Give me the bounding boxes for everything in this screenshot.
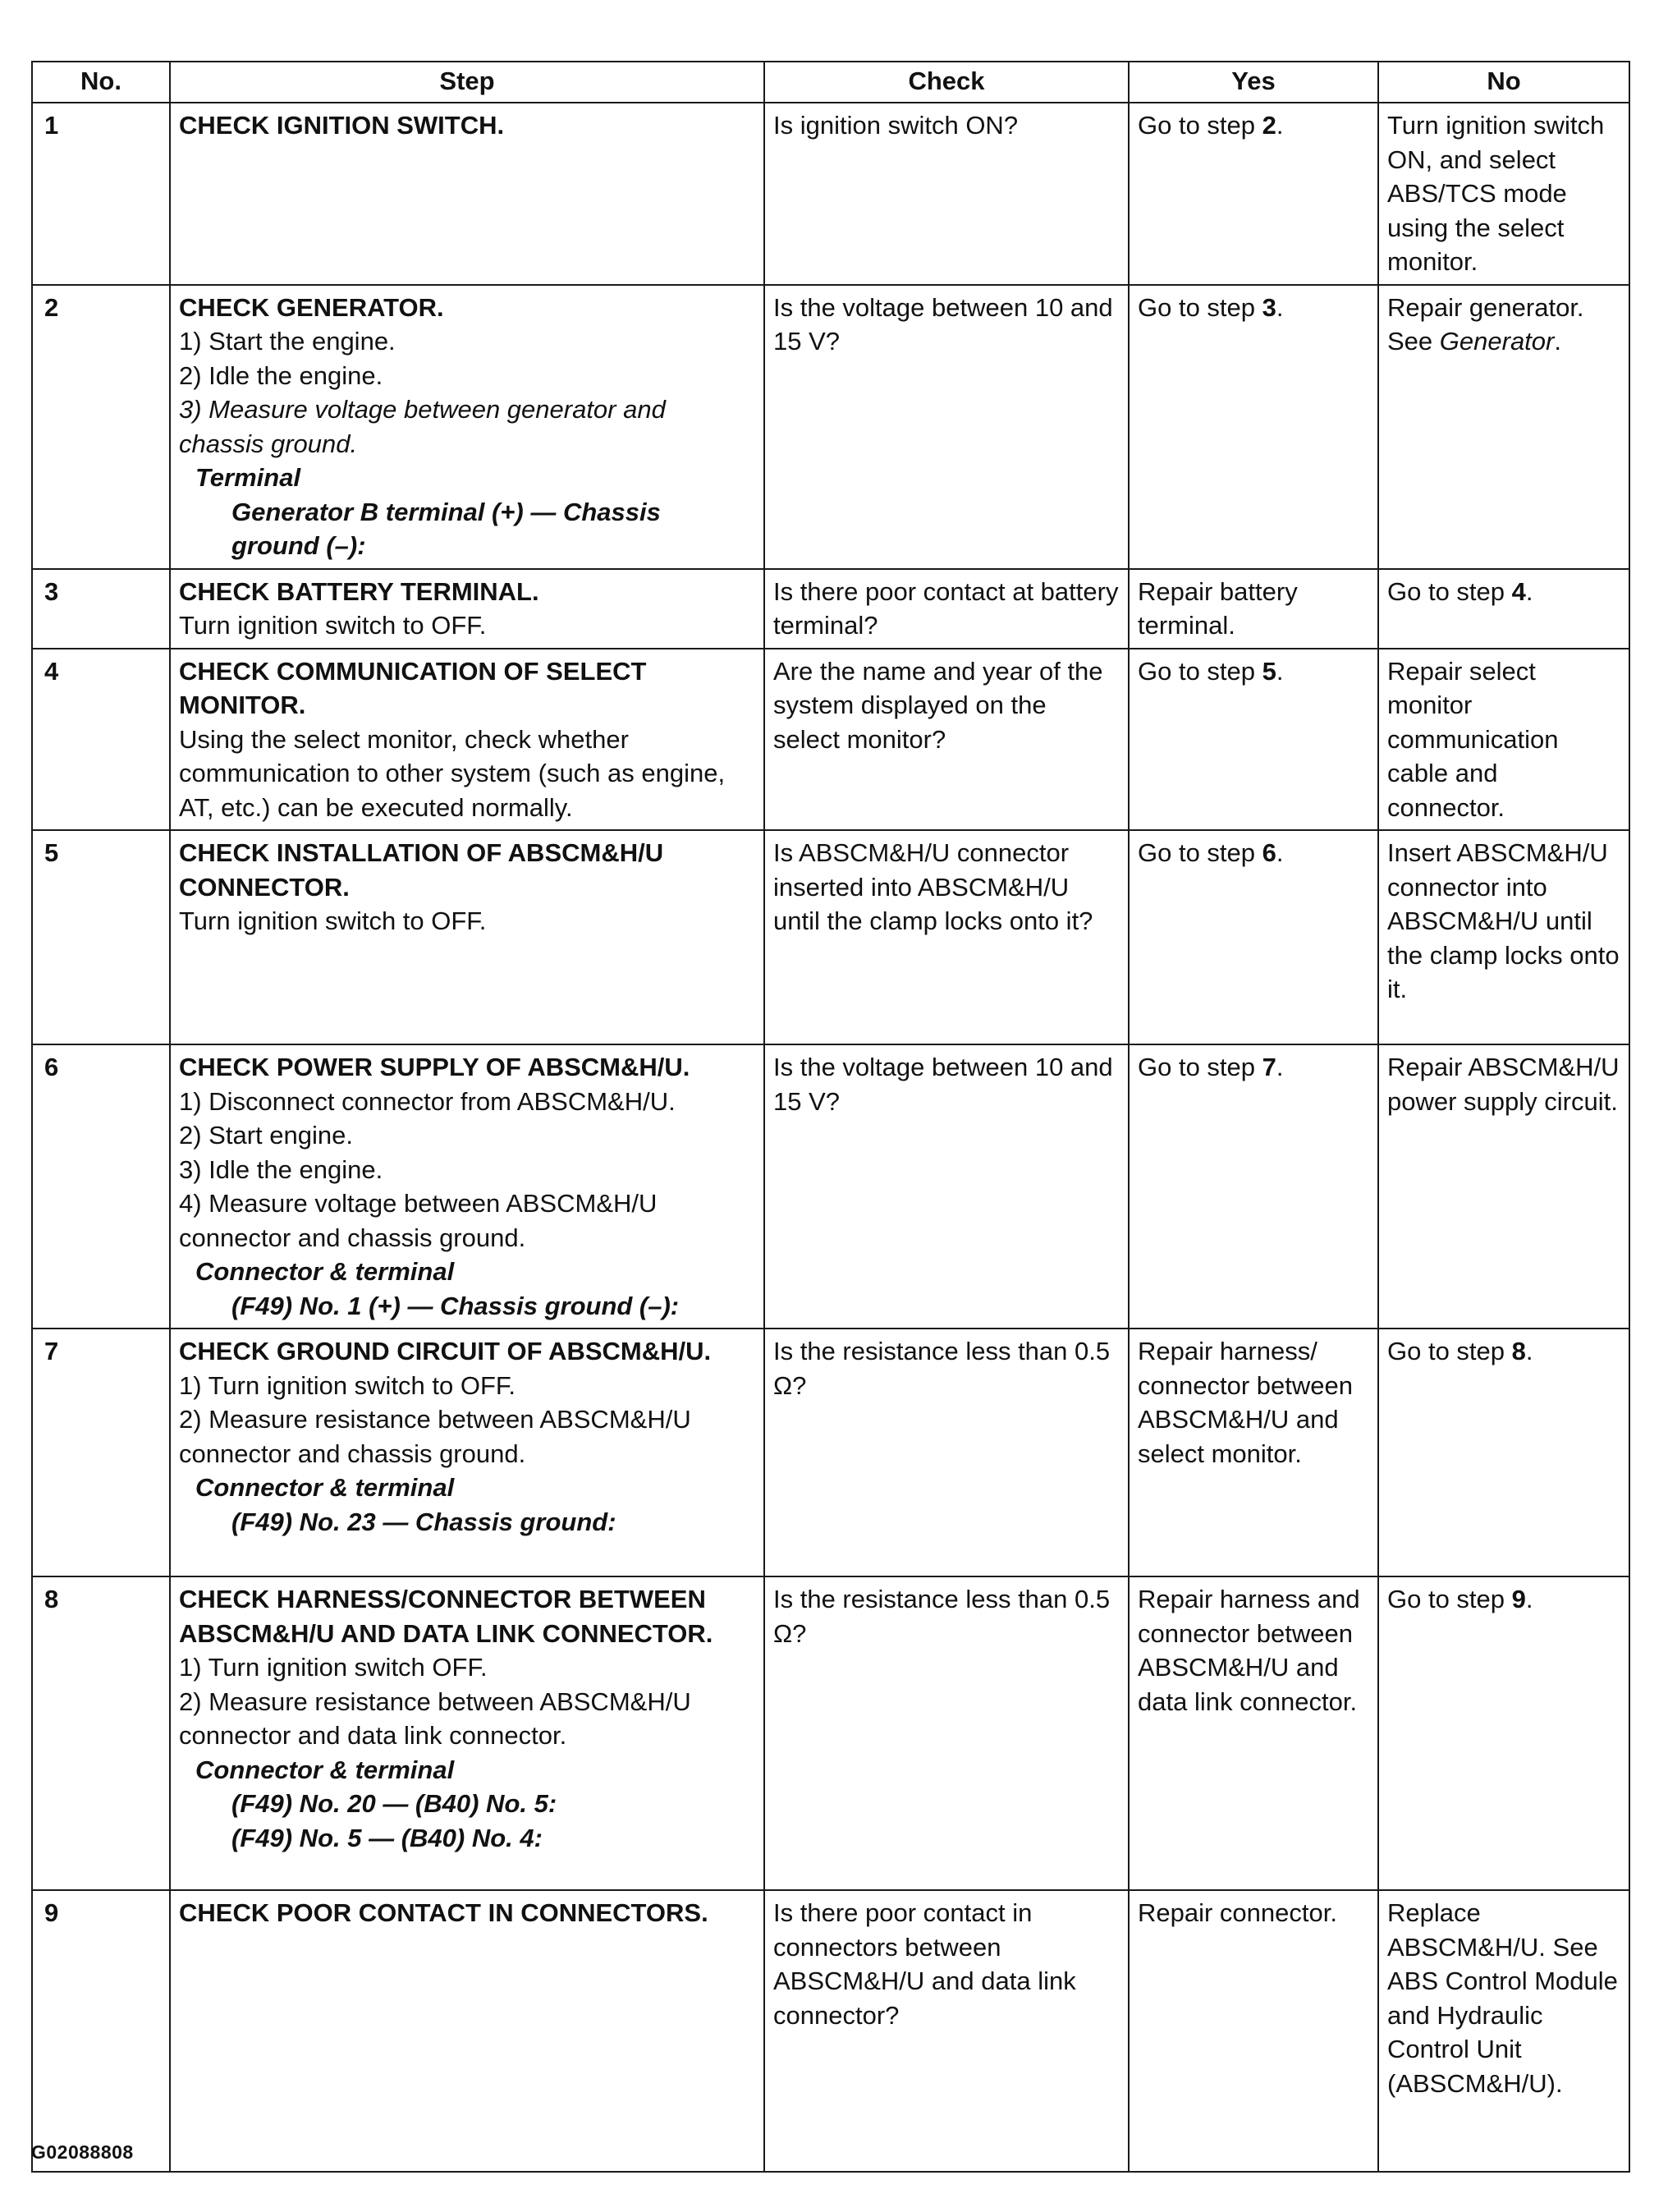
text-part: Replace ABSCM&H/U. See ABS Control Module and Hydraulic Control Unit (ABSCM&H/U). xyxy=(1387,1898,1618,2098)
step-number-cell: 5 xyxy=(32,830,170,1044)
text-part: Repair connector. xyxy=(1138,1898,1337,1927)
step-instruction: 2) Idle the engine. xyxy=(179,360,383,390)
step-cell xyxy=(170,830,764,1044)
text-part: Repair battery terminal. xyxy=(1138,576,1298,640)
diagnostic-table xyxy=(31,61,1630,2173)
step-title: CHECK INSTALLATION OF ABSCM&H/U CONNECTOR. xyxy=(179,838,664,902)
header-no-action: No xyxy=(1378,62,1629,103)
no-cell xyxy=(1378,285,1629,569)
figure-code: G02088808 xyxy=(31,2141,134,2163)
step-number-cell: 9 xyxy=(32,1890,170,2172)
step-cell xyxy=(170,1044,764,1329)
check-cell: Is there poor contact in connectors between ABSCM&H/U and data link connector? xyxy=(764,1890,1129,2172)
text-part: Repair ABSCM&H/U power supply circuit. xyxy=(1387,1053,1620,1116)
step-number-ref: 8 xyxy=(1511,1337,1526,1365)
step-instruction: Connector & terminal xyxy=(195,1473,455,1502)
step-title: CHECK COMMUNICATION OF SELECT MONITOR. xyxy=(179,656,647,719)
step-title: CHECK BATTERY TERMINAL. xyxy=(179,576,539,606)
step-number-cell: 4 xyxy=(32,649,170,831)
step-number-ref: 5 xyxy=(1262,656,1276,686)
text-part: Go to step xyxy=(1138,838,1262,867)
text-part: Repair harness/ connector between ABSCM&H/U and select monitor. xyxy=(1138,1337,1353,1468)
step-instruction: Connector & terminal xyxy=(195,1755,455,1784)
step-instruction: 3) Idle the engine. xyxy=(179,1154,383,1184)
step-title: CHECK IGNITION SWITCH. xyxy=(179,111,505,140)
text-part: . xyxy=(1525,576,1533,606)
no-cell xyxy=(1378,103,1629,285)
text-part: Turn ignition switch ON, and select ABS/TCS mode using the select monitor. xyxy=(1387,111,1605,276)
text-part: Repair select monitor communication cable and connector. xyxy=(1387,656,1559,822)
step-instruction: (F49) No. 5 — (B40) No. 4: xyxy=(231,1823,543,1852)
no-cell xyxy=(1378,1044,1629,1329)
yes-cell xyxy=(1129,285,1378,569)
table-row xyxy=(32,1576,1629,1890)
step-instruction: 2) Measure resistance between ABSCM&H/U connector and chassis ground. xyxy=(179,1405,691,1468)
step-title: CHECK GROUND CIRCUIT OF ABSCM&H/U. xyxy=(179,1337,712,1365)
step-instruction: 1) Disconnect connector from ABSCM&H/U. xyxy=(179,1086,676,1116)
step-instruction: 3) Measure voltage between generator and chassis ground. xyxy=(179,395,666,458)
step-instruction: 1) Turn ignition switch OFF. xyxy=(179,1653,488,1682)
check-cell: Is the voltage between 10 and 15 V? xyxy=(764,1044,1129,1329)
step-cell xyxy=(170,649,764,831)
header-row xyxy=(32,62,1629,103)
step-cell xyxy=(170,1890,764,2172)
no-cell xyxy=(1378,649,1629,831)
step-instruction: 1) Turn ignition switch to OFF. xyxy=(179,1370,516,1400)
step-instruction: 4) Measure voltage between ABSCM&H/U connector and chassis ground. xyxy=(179,1189,658,1252)
text-part: Repair generator. See xyxy=(1387,292,1584,356)
no-cell xyxy=(1378,830,1629,1044)
check-cell: Is there poor contact at battery terminal? xyxy=(764,569,1129,649)
step-instruction: Connector & terminal xyxy=(195,1257,455,1286)
step-number-ref: 6 xyxy=(1262,838,1276,867)
table-row xyxy=(32,649,1629,831)
step-title: CHECK POOR CONTACT IN CONNECTORS. xyxy=(179,1898,708,1927)
yes-cell xyxy=(1129,569,1378,649)
step-number-cell: 7 xyxy=(32,1329,170,1576)
text-part: Insert ABSCM&H/U connector into ABSCM&H/U until the clamp locks onto it. xyxy=(1387,838,1620,1003)
yes-cell xyxy=(1129,103,1378,285)
text-part: Go to step xyxy=(1138,292,1262,322)
check-cell: Is the voltage between 10 and 15 V? xyxy=(764,285,1129,569)
step-number-cell: 2 xyxy=(32,285,170,569)
table-row xyxy=(32,285,1629,569)
table-row xyxy=(32,1329,1629,1576)
step-number-cell: 8 xyxy=(32,1576,170,1890)
step-number-cell: 6 xyxy=(32,1044,170,1329)
text-part: . xyxy=(1276,656,1284,686)
text-part: Go to step xyxy=(1138,1053,1262,1081)
check-cell: Is the resistance less than 0.5 Ω? xyxy=(764,1576,1129,1890)
step-number-cell: 1 xyxy=(32,103,170,285)
step-title: CHECK HARNESS/CONNECTOR BETWEEN ABSCM&H/U AND DATA LINK CONNECTOR. xyxy=(179,1585,713,1648)
no-cell xyxy=(1378,1329,1629,1576)
table-row xyxy=(32,1890,1629,2172)
step-cell xyxy=(170,285,764,569)
yes-cell xyxy=(1129,1044,1378,1329)
step-instruction: 2) Measure resistance between ABSCM&H/U connector and data link connector. xyxy=(179,1687,691,1750)
text-part: . xyxy=(1276,1053,1284,1081)
step-number-ref: 4 xyxy=(1511,576,1526,606)
check-cell: Is the resistance less than 0.5 Ω? xyxy=(764,1329,1129,1576)
step-cell xyxy=(170,569,764,649)
step-instruction: Turn ignition switch to OFF. xyxy=(179,906,487,935)
step-number-cell: 3 xyxy=(32,569,170,649)
table-row xyxy=(32,1044,1629,1329)
yes-cell xyxy=(1129,1329,1378,1576)
text-part: . xyxy=(1525,1585,1533,1613)
step-cell xyxy=(170,1329,764,1576)
text-part: Repair harness and connector between ABSCM&H/U and data link connector. xyxy=(1138,1585,1360,1716)
no-cell xyxy=(1378,1890,1629,2172)
header-step: Step xyxy=(170,62,764,103)
table-body xyxy=(32,103,1629,2172)
yes-cell xyxy=(1129,1576,1378,1890)
check-cell: Are the name and year of the system displayed on the select monitor? xyxy=(764,649,1129,831)
check-cell: Is ABSCM&H/U connector inserted into ABSCM&H/U until the clamp locks onto it? xyxy=(764,830,1129,1044)
step-cell xyxy=(170,1576,764,1890)
step-number-ref: 7 xyxy=(1262,1053,1276,1081)
step-instruction: 1) Start the engine. xyxy=(179,327,396,356)
reference-link-text: Generator xyxy=(1439,327,1555,356)
step-number-ref: 3 xyxy=(1262,292,1276,322)
step-instruction: Generator B terminal (+) — Chassis ground (–): xyxy=(231,497,661,560)
text-part: . xyxy=(1276,111,1284,140)
yes-cell xyxy=(1129,830,1378,1044)
text-part: Go to step xyxy=(1138,656,1262,686)
yes-cell xyxy=(1129,1890,1378,2172)
step-title: CHECK POWER SUPPLY OF ABSCM&H/U. xyxy=(179,1053,690,1081)
text-part: Go to step xyxy=(1387,1585,1512,1613)
table-row xyxy=(32,569,1629,649)
no-cell xyxy=(1378,569,1629,649)
step-number-ref: 9 xyxy=(1511,1585,1526,1613)
check-cell: Is ignition switch ON? xyxy=(764,103,1129,285)
step-instruction: (F49) No. 20 — (B40) No. 5: xyxy=(231,1789,557,1818)
no-cell xyxy=(1378,1576,1629,1890)
header-yes: Yes xyxy=(1129,62,1378,103)
table-row xyxy=(32,103,1629,285)
step-instruction: 2) Start engine. xyxy=(179,1121,353,1150)
step-title: CHECK GENERATOR. xyxy=(179,292,444,322)
text-part: Go to step xyxy=(1387,1337,1512,1365)
step-instruction: Terminal xyxy=(195,463,301,492)
text-part: Go to step xyxy=(1138,111,1262,140)
step-cell xyxy=(170,103,764,285)
step-instruction: (F49) No. 1 (+) — Chassis ground (–): xyxy=(231,1291,680,1320)
yes-cell xyxy=(1129,649,1378,831)
text-part: Go to step xyxy=(1387,576,1512,606)
header-no: No. xyxy=(32,62,170,103)
step-instruction: Using the select monitor, check whether communication to other system (such as engine, AT, etc.) can be executed normally. xyxy=(179,724,726,822)
table-row xyxy=(32,830,1629,1044)
text-part: . xyxy=(1276,838,1284,867)
text-part: . xyxy=(1276,292,1284,322)
header-check: Check xyxy=(764,62,1129,103)
text-part: . xyxy=(1554,327,1561,356)
step-instruction: Turn ignition switch to OFF. xyxy=(179,611,487,640)
step-number-ref: 2 xyxy=(1262,111,1276,140)
text-part: . xyxy=(1525,1337,1533,1365)
step-instruction: (F49) No. 23 — Chassis ground: xyxy=(231,1507,616,1536)
